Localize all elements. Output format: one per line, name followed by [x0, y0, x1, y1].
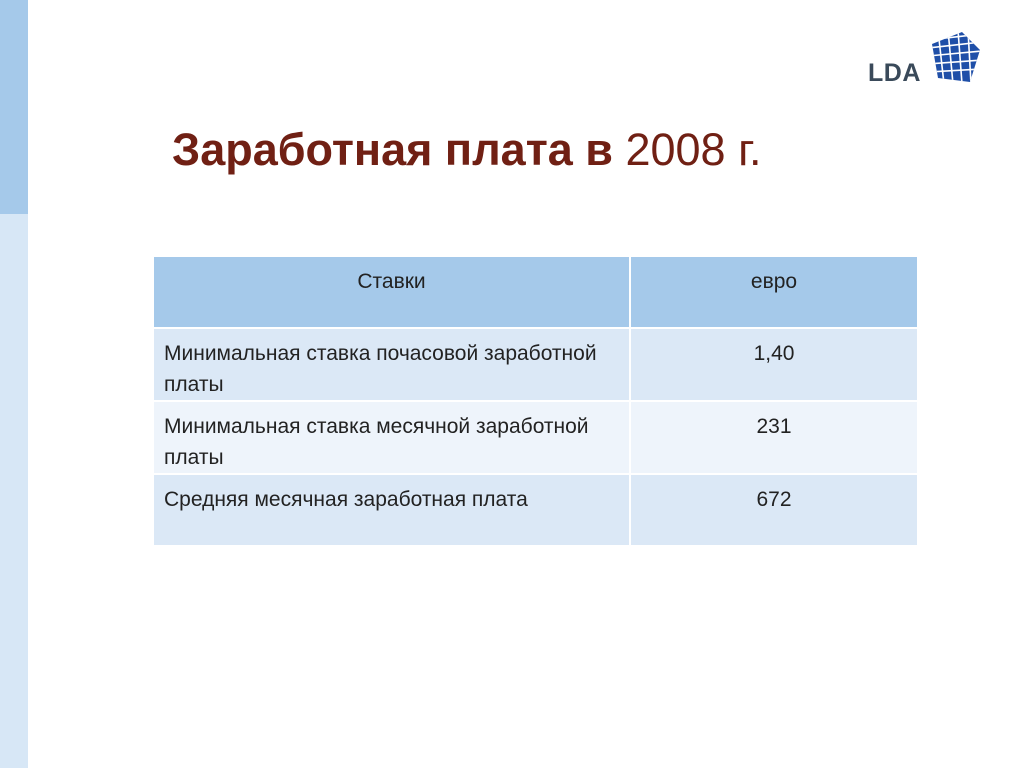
table-row	[153, 474, 918, 546]
column-header-rates: Ставки	[153, 256, 630, 328]
title-year-part: 2008 г.	[625, 124, 762, 175]
logo-text: LDA	[868, 59, 921, 87]
lda-globe-grid-icon	[928, 30, 982, 84]
table-header-row	[153, 256, 918, 328]
row-label: Минимальная ставка почасовой заработной платы	[153, 328, 630, 401]
side-bar-accent-bottom	[0, 214, 28, 768]
table-row	[153, 401, 918, 474]
row-value: 1,40	[630, 328, 918, 401]
row-value: 672	[630, 474, 918, 546]
row-value: 231	[630, 401, 918, 474]
row-label: Минимальная ставка месячной заработной платы	[153, 401, 630, 474]
table-row	[153, 328, 918, 401]
row-label: Средняя месячная заработная плата	[153, 474, 630, 546]
column-header-euro: евро	[630, 256, 918, 328]
lda-logo	[866, 30, 986, 86]
wage-rates-table	[152, 255, 919, 547]
title-bold-part: Заработная плата в	[172, 124, 613, 175]
slide-title	[172, 120, 762, 180]
side-bar-accent-top	[0, 0, 28, 214]
